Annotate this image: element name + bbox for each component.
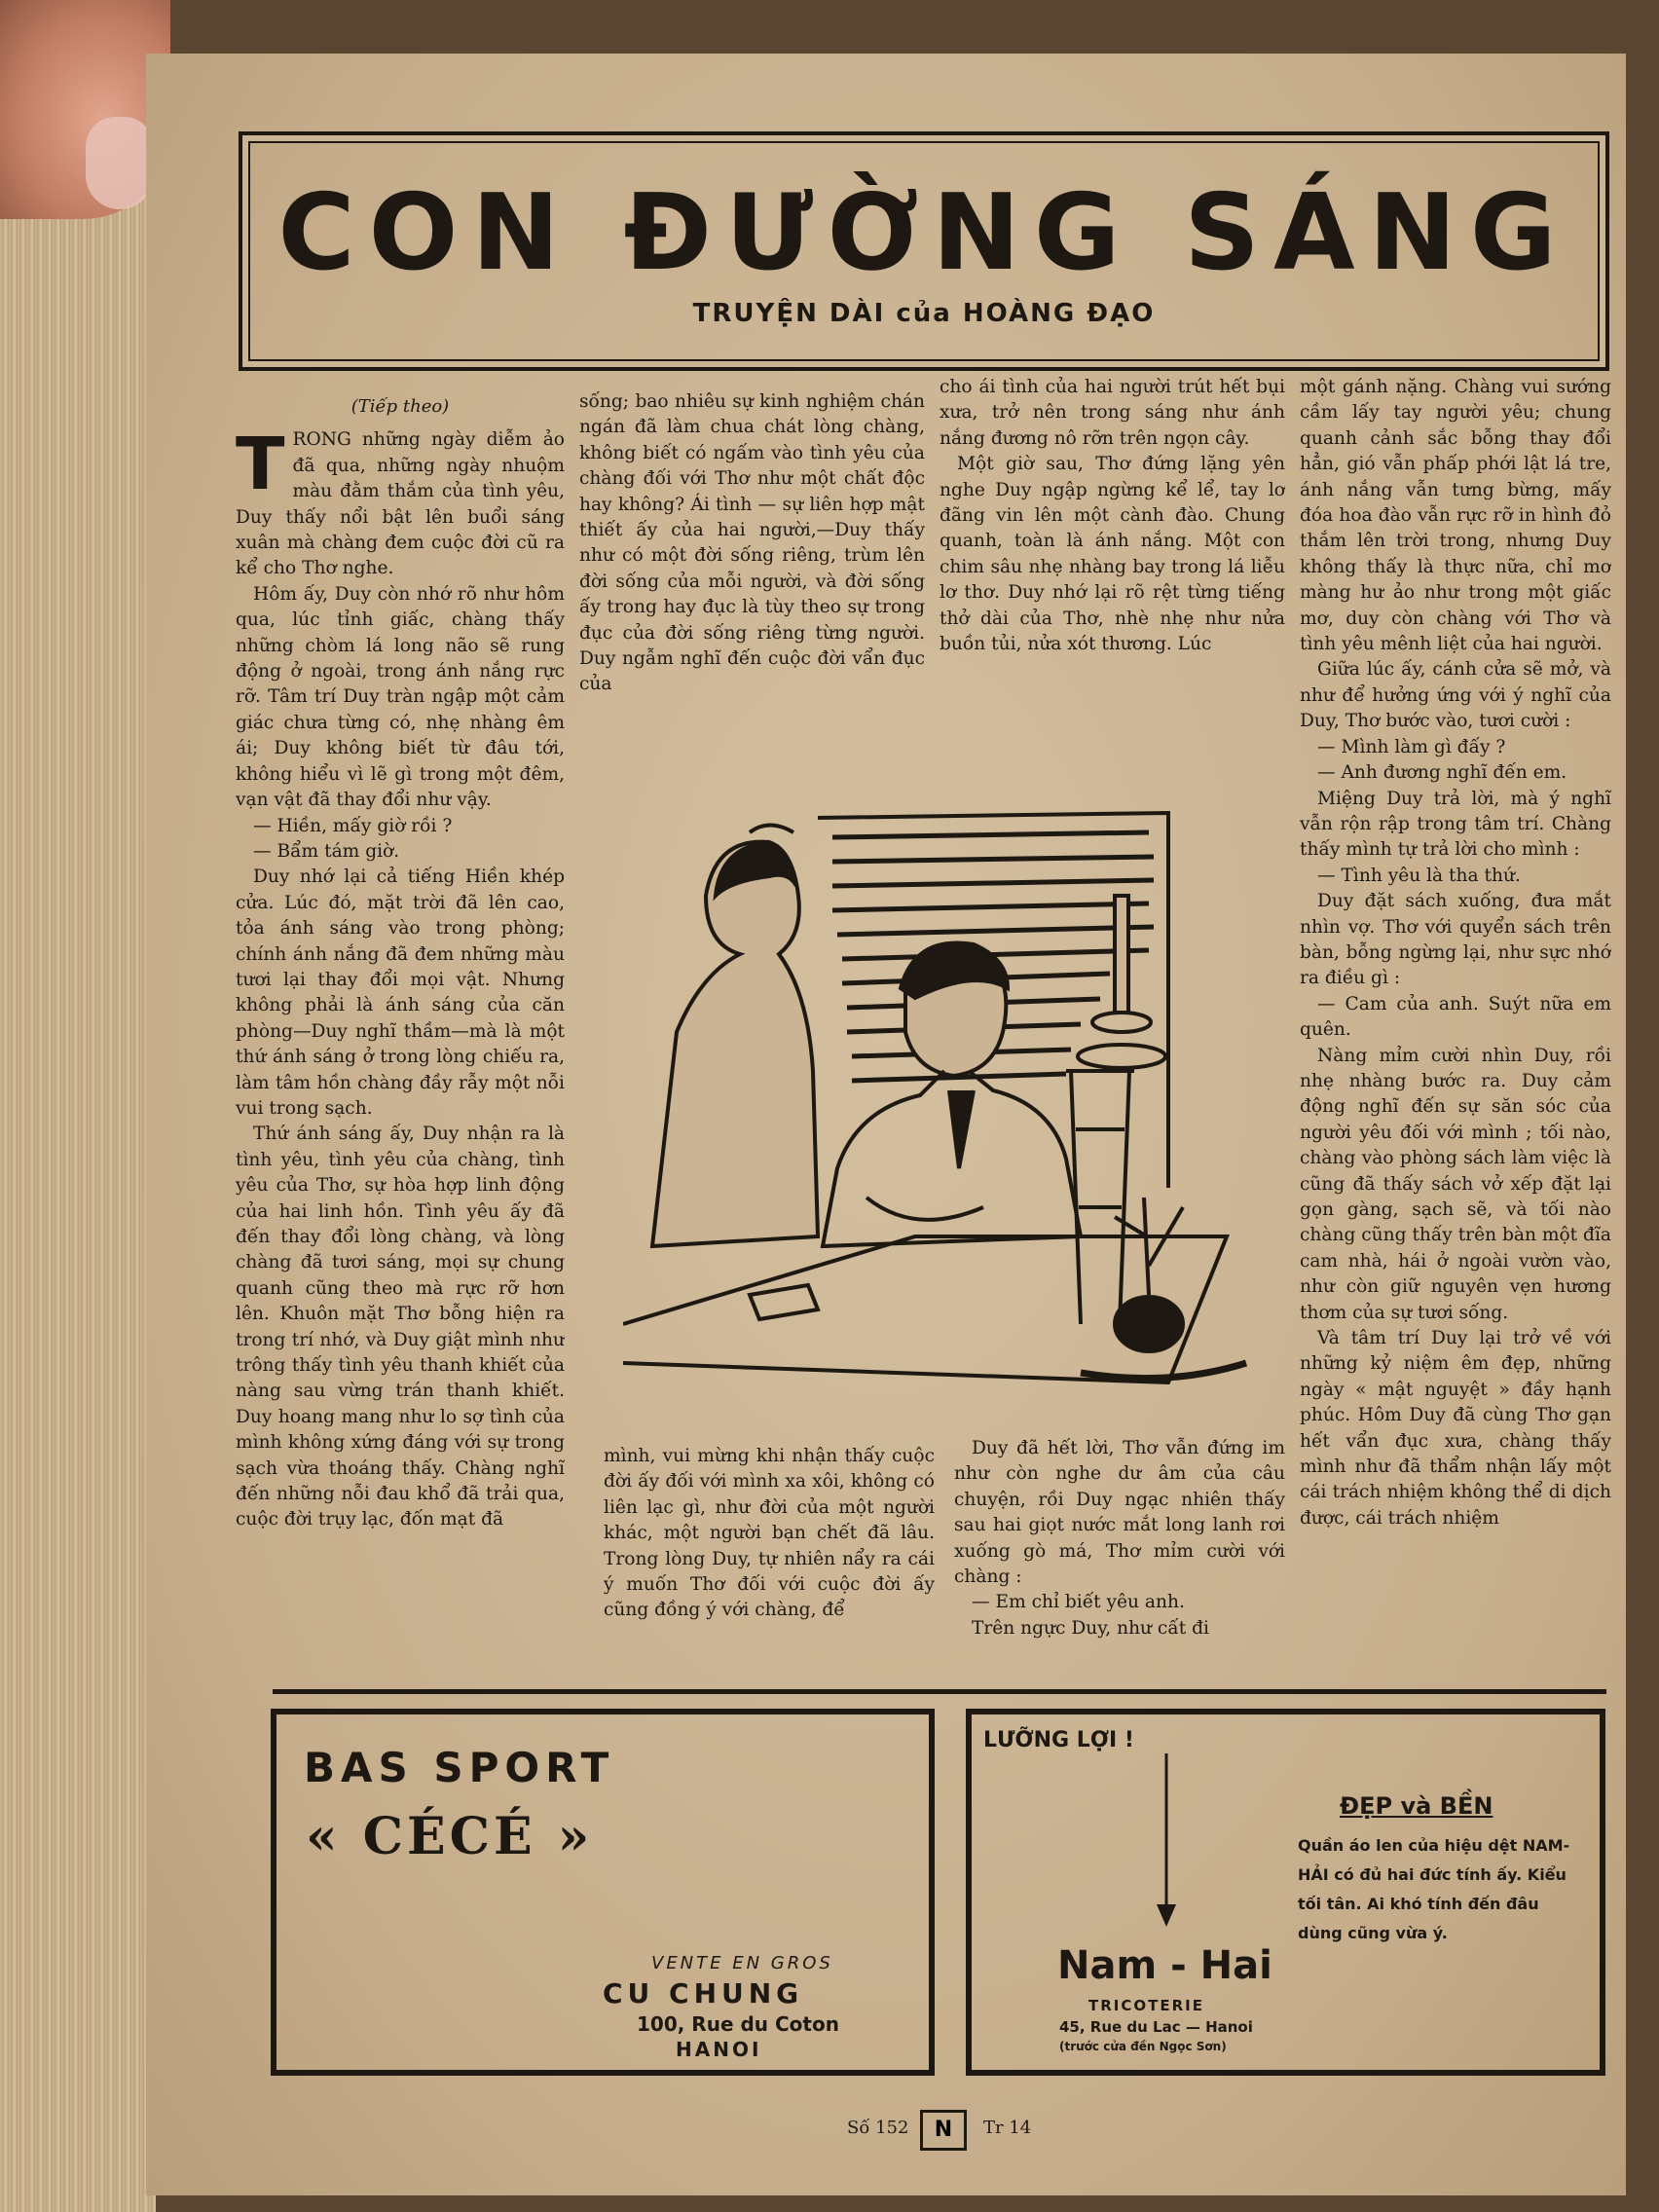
ad-brand: « CÉCÉ » [306,1807,594,1866]
book-page-edges [0,97,156,2212]
arrow-down-icon [1152,1753,1181,1929]
ad-address: (trước cửa đền Ngọc Sơn) [1059,2040,1227,2053]
bottom-divider [273,1689,1606,1694]
title-box [239,131,1609,371]
ad-heading: ĐẸP và BỀN [1340,1792,1493,1820]
ad-address: 45, Rue du Lac — Hanoi [1059,2018,1253,2036]
paragraph: Duy đặt sách xuống, đưa mắt nhìn vợ. Thơ với quyển sách trên bàn, bỗng ngừng lại, như sực nhớ ra điều gì : [1300,891,1611,989]
ad-bas-sport [271,1709,935,2076]
paragraph: Duy đã hết lời, Thơ vẫn đứng im như còn nghe dư âm của câu chuyện, rồi Duy ngạc nhiên thấy sau hai giọt nước mắt long lanh rơi xuống gò má, Thơ mỉm cười với chàng : [954,1438,1285,1588]
ad-line: TRICOTERIE [1088,1997,1204,2014]
issue-number: Số 152 [847,2118,909,2138]
dialogue-line: — Tình yêu là tha thứ. [1317,865,1521,886]
paragraph: Trên ngực Duy, như cất đi [972,1617,1209,1639]
dialogue-line: — Anh đương nghĩ đến em. [1317,762,1567,784]
paragraph: Giữa lúc ấy, cánh cửa sẽ mở, và như để hưởng ứng với ý nghĩ của Duy, Thơ bước vào, tươi cười : [1300,659,1611,732]
paragraph: Nàng mỉm cười nhìn Duy, rồi nhẹ nhàng bước ra. Duy cảm động nghĩ đến sự săn sóc của người yêu đối với mình ; tối nào, chàng vào phòng sách làm việc là cũng đã thấy sách vở xếp đặt lại gọn gàng, sạch sẽ, và tối nào chàng cũng thấy trên bàn một đĩa cam nhà, hái ở ngoài vườn vào, như còn giữ nguyên vẹn hương thơm của sự tươi sống. [1300,1045,1611,1323]
story-subtitle: TRUYỆN DÀI của HOÀNG ĐẠO [692,299,1156,328]
column-2-top [579,389,925,725]
thumb [0,0,170,219]
paragraph: Và tâm trí Duy lại trở về với những kỷ niệm êm đẹp, những ngày « mật nguyệt » đầy hạnh phúc. Hôm Duy đã cùng Thơ gạn hết vẩn đục xưa, chàng thấy mình như đã thẩm nhận lấy một cái trách nhiệm không thể di dịch được, cái trách nhiệm [1300,1328,1611,1529]
column-3-bottom [954,1436,1285,1684]
dialogue-line: — Hiền, mấy giờ rồi ? [253,815,453,836]
ad-address: 100, Rue du Coton [637,2012,839,2036]
ad-nam-hai [966,1709,1605,2076]
continued-label: (Tiếp theo) [350,396,450,417]
paragraph: Miệng Duy trả lời, mà ý nghĩ vẫn rộn rập trong tâm trí. Chàng thấy mình tự trả lời cho mình : [1300,788,1611,861]
ad-city: HANOI [676,2038,762,2061]
ad-line: BAS SPORT [304,1744,615,1791]
paragraph: cho ái tình của hai người trút hết bụi xưa, trở nên trong sáng như ánh nắng đương nô rỡn trên ngọn cây. [940,377,1285,449]
paragraph: TRONG những ngày diễm ảo đã qua, những ngày nhuộm màu đằm thắm của tình yêu, Duy thấy nổi bật lên buổi sáng xuân mà chàng đem cuộc đời cũ ra kể cho Thơ nghe. [236,423,565,579]
ad-brand: Nam - Hai [1057,1943,1272,1988]
page-number: Tr 14 [983,2118,1032,2138]
column-3-top [940,375,1285,725]
paragraph: sống; bao nhiêu sự kinh nghiệm chán ngán đã làm chua chát lòng chàng, không biết có ngấm vào tình yêu của chàng đối với Thơ như một chất độc hay không? Ái tình — sự liên hợp mật thiết ấy của hai người,—Duy thấy như có một đời sống riêng, trùm lên đời sống của mỗi người, và đời sống ấy trong hay đục là tùy theo sự trong đục của đời sống riêng từng người. Duy ngẫm nghĩ đến cuộc đời vẩn đục của [579,391,925,695]
dialogue-line: — Em chỉ biết yêu anh. [972,1592,1185,1613]
paragraph: Duy nhớ lại cả tiếng Hiền khép cửa. Lúc đó, mặt trời đã lên cao, tỏa ánh sáng vào trong phòng; chính ánh nắng đã đem những màu tươi lại thay đổi mọi vật. Nhưng không phải là ánh sáng của căn phòng—Duy nghĩ thầm—mà là một thứ ánh sáng ở trong lòng chiếu ra, làm tâm hồn chàng đầy rẫy một nỗi vui trong sạch. [236,866,565,1119]
paragraph: Hôm ấy, Duy còn nhớ rõ như hôm qua, lúc tỉnh giấc, chàng thấy những chòm lá long não sẽ rung động ở ngoài, trong ánh nắng rực rỡ. Tâm trí Duy tràn ngập một cảm giác chưa từng có, nhẹ nhàng êm ái; Duy không biết từ đâu tới, không hiểu vì lẽ gì trong một đêm, vạn vật đã thay đổi như vậy. [236,583,565,811]
paragraph: Thứ ánh sáng ấy, Duy nhận ra là tình yêu, tình yêu của chàng, tình yêu của Thơ, sự hòa hợp linh động của hai linh hồn. Tình yêu ấy đã đến thay đổi lòng chàng, và lòng chàng đã tươi sáng, mọi sự chung quanh cũng theo mà rực rỡ hơn lên. Khuôn mặt Thơ bỗng hiện ra trong trí nhớ, và Duy giật mình như trông thấy tình yêu thanh khiết của nàng sau vừng trán thanh khiết. Duy hoang mang như lo sợ tình của mình không xứng đáng với sự trong sạch vừa thoáng thấy. Chàng nghĩ đến những nỗi đau khổ đã trải qua, cuộc đời trụy lạc, đốn mạt đã [236,1124,565,1530]
paragraph: Một giờ sau, Thơ đứng lặng yên nghe Duy ngập ngừng kể lể, tay lơ đãng vin lên một cành đào. Chung quanh, toàn là ánh nắng. Một con chim sâu nhẹ nhàng bay trong lá liễu lơ thơ. Duy nhớ lại rõ rệt từng tiếng thở dài của Thơ, nhè nhẹ như nửa buồn tủi, nửa xót thương. Lúc [940,454,1285,655]
magazine-logo-icon: N [920,2110,967,2151]
column-2-bottom [604,1444,935,1682]
magazine-page [146,54,1626,2195]
dialogue-line: — Bẩm tám giờ. [253,840,400,862]
thumbnail [86,117,154,209]
drop-cap: T [236,423,285,507]
paragraph: một gánh nặng. Chàng vui sướng cầm lấy tay người yêu; chung quanh cảnh sắc bỗng thay đổi hẳn, gió vẫn phấp phới lật lá tre, ánh nắng vẫn tưng bừng, mấy đóa hoa đào vẫn rực rỡ in hình đỏ thắm lên trời trong, nhưng Duy không thấy là thực nữa, chỉ mơ màng hư ảo như trong một giấc mơ, duy còn chàng với Thơ và tình yêu mênh liệt của hai người. [1300,377,1611,655]
ad-line: VENTE EN GROS [651,1953,833,1973]
dialogue-line: — Mình làm gì đấy ? [1317,736,1506,757]
ad-body: Quần áo len của hiệu dệt NAM-HẢI có đủ hai đức tính ấy. Kiểu tối tân. Ai khó tính đến đâu dùng cũng vừa ý. [1298,1836,1570,1942]
ad-line: CU CHUNG [603,1977,804,2009]
paragraph: mình, vui mừng khi nhận thấy cuộc đời ấy đối với mình xa xôi, không có liên lạc gì, như đời của một người khác, một người bạn chết đã lâu. Trong lòng Duy, tự nhiên nẩy ra cái ý muốn Thơ đối với cuộc đời ấy cũng đồng ý với chàng, để [604,1446,935,1621]
story-illustration [623,779,1431,1441]
story-title: CON ĐƯỜNG SÁNG [277,172,1570,294]
dialogue-line: — Cam của anh. Suýt nữa em quên. [1300,993,1611,1041]
column-1 [236,394,565,1684]
ad-tag: LƯỠNG LỢI ! [983,1728,1134,1752]
